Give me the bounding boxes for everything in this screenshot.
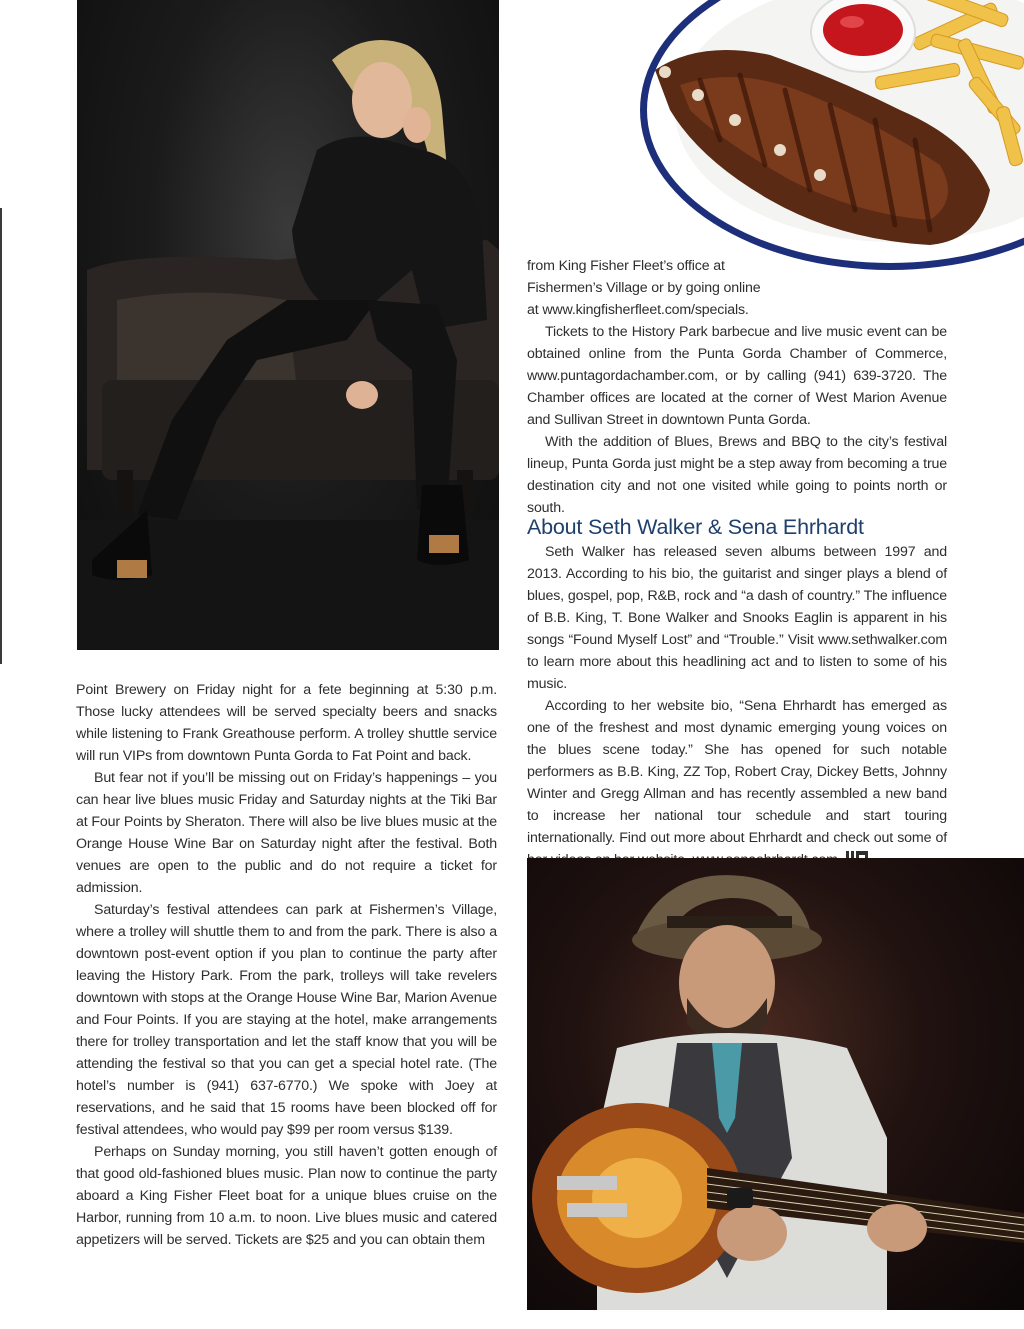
page-edge-rule bbox=[0, 208, 2, 664]
article-paragraph bbox=[527, 695, 947, 871]
article-right-column-top bbox=[527, 255, 947, 519]
about-section-text bbox=[527, 541, 947, 871]
article-paragraph: Saturday’s festival attendees can park at Fishermen’s Village, where a trolley will shuttle them to and from the park. There is also a downtown post-event option if you plan to continue the party after leaving the History Park. From the park, trolleys will take revelers downtown with stops at the Orange House Wine Bar, Marion Avenue and Four Points. If you are staying at the hotel, make arrangements there for trolley transportation and let the staff know that you will be attending the festival so that you can get a special hotel rate. (The hotel’s number is (941) 637-6770.) We spoke with Joey at reservations, and he said that 15 rooms have been blocked off for festival attendees, who would pay $99 per room versus $139. bbox=[76, 902, 497, 1138]
continued-line: from King Fisher Fleet’s office at bbox=[527, 258, 725, 274]
article-paragraph: Tickets to the History Park barbecue and live music event can be obtained online from the Punta Gorda Chamber of Commerce, www.puntagordachamber.com, or by calling (941) 639-3720. The Chamber offices are located at the corner of West Marion Avenue and Sullivan Street in downtown Punta Gorda. bbox=[527, 324, 947, 428]
continued-line: Fishermen’s Village or by going online bbox=[527, 280, 761, 296]
section-heading: About Seth Walker & Sena Ehrhardt bbox=[527, 515, 864, 539]
article-paragraph: But fear not if you’ll be missing out on Friday’s happenings – you can hear live blues music Friday and Saturday nights at the Tiki Bar at Four Points by Sheraton. There will also be live blues music at the Orange House Wine Bar on Saturday night after the festival. Both venues are open to the public and do not require a ticket for admission. bbox=[76, 770, 497, 896]
ribs-plate-photo bbox=[640, 0, 1024, 272]
continued-text bbox=[527, 255, 947, 321]
article-paragraph: Point Brewery on Friday night for a fete beginning at 5:30 p.m. Those lucky attendees will be served specialty beers and snacks while listening to Frank Greathouse perform. A trolley shuttle service will run VIPs from downtown Punta Gorda to Fat Point and back. bbox=[76, 682, 497, 764]
article-left-column bbox=[76, 679, 497, 1251]
article-paragraph: Perhaps on Sunday morning, you still haven’t gotten enough of that good old-fashioned blues music. Plan now to continue the party aboard a King Fisher Fleet boat for a unique blues cruise on the Harbor, running from 10 a.m. to noon. Live blues music and catered appetizers will be served. Tickets are $25 and you can obtain them bbox=[76, 1144, 497, 1248]
article-paragraph: With the addition of Blues, Brews and BBQ to the city’s festival lineup, Punta Gorda just might be a step away from becoming a true destination city and not one visited while going to points north or south. bbox=[527, 434, 947, 516]
guitarist-photo bbox=[527, 858, 1024, 1310]
article-paragraph: Seth Walker has released seven albums between 1997 and 2013. According to his bio, the guitarist and singer plays a blend of blues, gospel, pop, R&B, rock and “a dash of country.” The influence of B.B. King, T. Bone Walker and Snooks Eaglin is apparent in his songs “Found Myself Lost” and “Trouble.” Visit www.sethwalker.com to learn more about this headlining act and to listen to some of his music. bbox=[527, 544, 947, 692]
singer-photo bbox=[77, 0, 499, 650]
continued-line: at www.kingfisherfleet.com/specials. bbox=[527, 302, 749, 318]
article-paragraph-text: According to her website bio, “Sena Ehrhardt has emerged as one of the freshest and most dynamic emerging young voices on the blues scene today.” She has opened for such notable performers as B.B. King, ZZ Top, Robert Cray, Dickey Betts, Johnny Winter and Gregg Allman and has recently assembled a new band to increase her national tour schedule and start touring internationally. Find out more about Ehrhardt and check out some of bbox=[527, 698, 947, 846]
